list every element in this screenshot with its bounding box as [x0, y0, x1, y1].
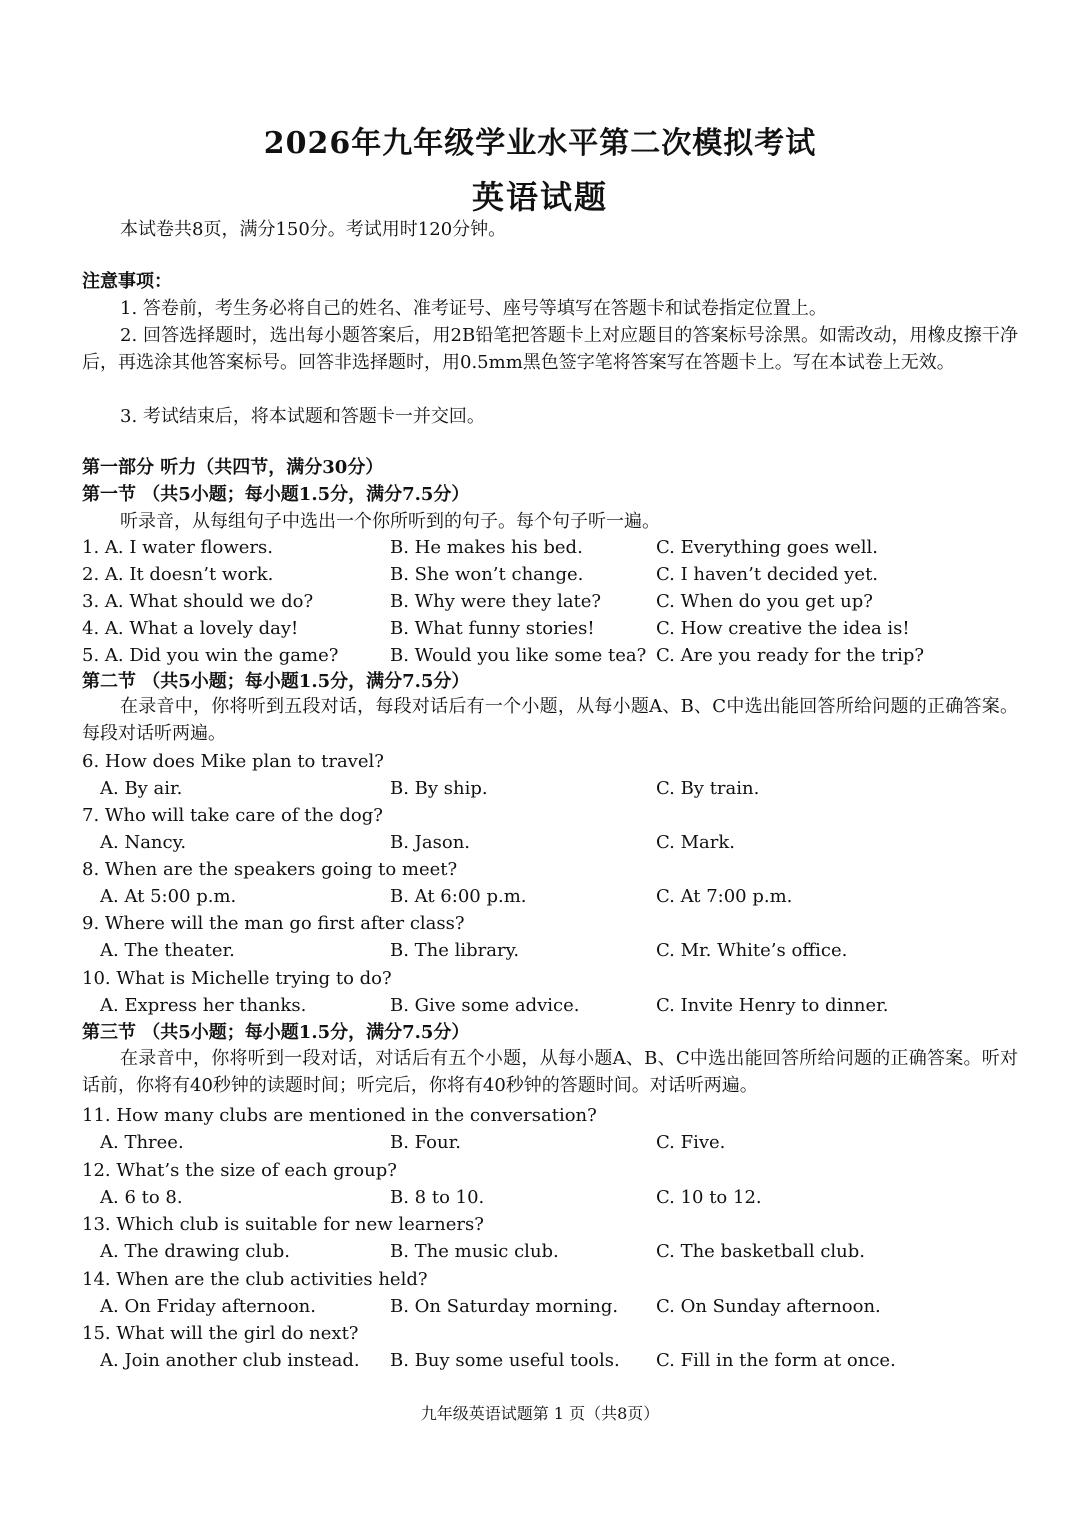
question-options [82, 885, 1018, 909]
option-c: C. Invite Henry to dinner. [656, 995, 889, 1016]
section2-instruction: 在录音中，你将听到五段对话，每段对话后有一个小题，从每小题A、B、C中选出能回答所给问题的正确答案。每段对话听两遍。 [82, 696, 1018, 744]
option-a: A. The theater. [100, 940, 235, 961]
option-b: B. 8 to 10. [390, 1187, 485, 1208]
option-a: 3. A. What should we do? [82, 591, 314, 612]
option-b: B. She won’t change. [390, 564, 584, 585]
question-options [82, 994, 1018, 1018]
section3-instruction: 在录音中，你将听到一段对话，对话后有五个小题，从每小题A、B、C中选出能回答所给问题的正确答案。听对话前，你将有40秒钟的读题时间；听完后，你将有40秒钟的答题时间。对话听两遍。 [82, 1048, 1018, 1096]
option-a: A. At 5:00 p.m. [100, 886, 237, 907]
option-a: A. On Friday afternoon. [100, 1296, 316, 1317]
question-row [82, 536, 1018, 560]
option-a: A. Three. [100, 1132, 184, 1153]
question-stem: 7. Who will take care of the dog? [82, 805, 383, 826]
question-stem: 14. When are the club activities held? [82, 1269, 428, 1290]
question-row [82, 617, 1018, 641]
option-b: B. The library. [390, 940, 520, 961]
option-c: C. 10 to 12. [656, 1187, 762, 1208]
section1-heading: 第一节 （共5小题；每小题1.5分，满分7.5分） [82, 484, 470, 505]
page-footer: 九年级英语试题第 1 页（共8页） [420, 1404, 660, 1423]
section3-heading: 第三节 （共5小题；每小题1.5分，满分7.5分） [82, 1022, 470, 1043]
option-c: C. By train. [656, 778, 760, 799]
option-b: B. Four. [390, 1132, 461, 1153]
option-c: C. The basketball club. [656, 1241, 865, 1262]
question-stem: 15. What will the girl do next? [82, 1323, 359, 1344]
question-stem: 12. What’s the size of each group? [82, 1160, 397, 1181]
exam-title: 2026年九年级学业水平第二次模拟考试 [263, 126, 817, 161]
option-a: 5. A. Did you win the game? [82, 645, 339, 666]
option-b: B. He makes his bed. [390, 537, 583, 558]
option-b: B. On Saturday morning. [390, 1296, 619, 1317]
note-item-3: 3. 考试结束后，将本试题和答题卡一并交回。 [120, 406, 485, 427]
option-b: B. By ship. [390, 778, 488, 799]
option-b: B. Give some advice. [390, 995, 580, 1016]
question-options [82, 1295, 1018, 1319]
question-options [82, 1186, 1018, 1210]
option-a: A. Join another club instead. [100, 1350, 360, 1371]
question-stem: 9. Where will the man go first after class? [82, 913, 465, 934]
option-a: A. The drawing club. [100, 1241, 290, 1262]
note-item-1: 1. 答卷前，考生务必将自己的姓名、准考证号、座号等填写在答题卡和试卷指定位置上。 [120, 298, 827, 319]
note-item-2: 2. 回答选择题时，选出每小题答案后，用2B铅笔把答题卡上对应题目的答案标号涂黑。如需改动，用橡皮擦干净后，再选涂其他答案标号。回答非选择题时，用0.5mm黑色签字笔将答案写在答题卡上。写在本试卷上无效。 [82, 325, 1018, 373]
option-c: C. Fill in the form at once. [656, 1350, 896, 1371]
exam-info: 本试卷共8页，满分150分。考试用时120分钟。 [120, 219, 507, 240]
question-options [82, 777, 1018, 801]
option-c: C. Are you ready for the trip? [656, 645, 925, 666]
question-options [82, 1349, 1018, 1373]
question-row [82, 563, 1018, 587]
option-c: C. When do you get up? [656, 591, 873, 612]
option-a: A. By air. [100, 778, 183, 799]
option-c: C. Five. [656, 1132, 726, 1153]
notes-heading: 注意事项： [82, 271, 172, 292]
option-a: 2. A. It doesn’t work. [82, 564, 274, 585]
question-stem: 6. How does Mike plan to travel? [82, 751, 384, 772]
option-b: B. Would you like some tea? [390, 645, 647, 666]
option-b: B. At 6:00 p.m. [390, 886, 527, 907]
section1-instruction: 听录音，从每组句子中选出一个你所听到的句子。每个句子听一遍。 [120, 511, 660, 532]
option-b: B. What funny stories! [390, 618, 595, 639]
question-options [82, 1240, 1018, 1264]
option-a: A. 6 to 8. [100, 1187, 183, 1208]
part1-heading: 第一部分 听力（共四节，满分30分） [82, 457, 384, 478]
question-stem: 8. When are the speakers going to meet? [82, 859, 458, 880]
option-a: A. Nancy. [100, 832, 187, 853]
option-a: 4. A. What a lovely day! [82, 618, 299, 639]
option-b: B. The music club. [390, 1241, 559, 1262]
option-b: B. Jason. [390, 832, 471, 853]
section2-heading: 第二节 （共5小题；每小题1.5分，满分7.5分） [82, 671, 470, 692]
option-b: B. Buy some useful tools. [390, 1350, 620, 1371]
question-stem: 13. Which club is suitable for new learners? [82, 1214, 484, 1235]
option-c: C. I haven’t decided yet. [656, 564, 879, 585]
option-c: C. On Sunday afternoon. [656, 1296, 881, 1317]
option-c: C. Mark. [656, 832, 735, 853]
question-stem: 11. How many clubs are mentioned in the conversation? [82, 1105, 597, 1126]
question-row [82, 644, 1018, 668]
option-c: C. How creative the idea is! [656, 618, 910, 639]
option-c: C. At 7:00 p.m. [656, 886, 793, 907]
question-options [82, 831, 1018, 855]
question-options [82, 1131, 1018, 1155]
option-c: C. Everything goes well. [656, 537, 878, 558]
option-a: A. Express her thanks. [100, 995, 307, 1016]
exam-subtitle: 英语试题 [471, 178, 608, 216]
option-a: 1. A. I water flowers. [82, 537, 273, 558]
question-options [82, 939, 1018, 963]
question-stem: 10. What is Michelle trying to do? [82, 968, 392, 989]
question-row [82, 590, 1018, 614]
option-c: C. Mr. White’s office. [656, 940, 848, 961]
option-b: B. Why were they late? [390, 591, 602, 612]
